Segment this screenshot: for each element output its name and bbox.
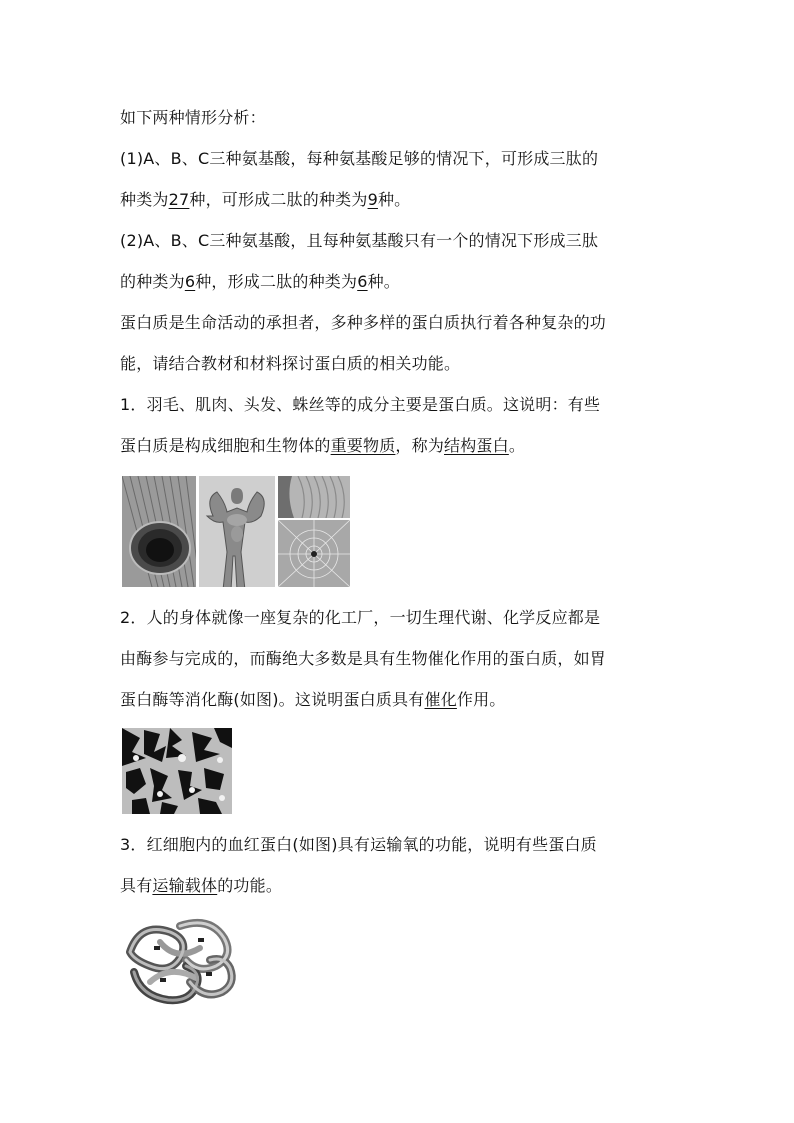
hair-image bbox=[278, 476, 350, 518]
hemoglobin-image bbox=[120, 912, 240, 1008]
item3-pre: 具有 bbox=[120, 876, 153, 895]
item2-pre: 蛋白酶等消化酶(如图)。这说明蛋白质具有 bbox=[120, 690, 425, 709]
case2-pre: 的种类为 bbox=[120, 272, 185, 291]
enzyme-image bbox=[122, 728, 232, 814]
item2-line3 bbox=[120, 690, 506, 710]
item3-line2 bbox=[120, 876, 282, 896]
case1-line2 bbox=[120, 190, 410, 210]
item2-answer: 催化 bbox=[424, 690, 457, 709]
item2-line1: 2．人的身体就像一座复杂的化工厂，一切生理代谢、化学反应都是 bbox=[120, 608, 601, 627]
para-line1: 蛋白质是生命活动的承担者，多种多样的蛋白质执行着各种复杂的功 bbox=[120, 313, 607, 332]
case2-tripeptide-answer: 6 bbox=[184, 272, 196, 291]
para-line2: 能，请结合教材和材料探讨蛋白质的相关功能。 bbox=[120, 354, 461, 373]
case1-mid: 种，可形成二肽的种类为 bbox=[189, 190, 368, 209]
case1-line1: (1)A、B、C三种氨基酸，每种氨基酸足够的情况下，可形成三肽的 bbox=[120, 149, 599, 168]
item1-answer-1: 重要物质 bbox=[330, 436, 396, 455]
case2-mid: 种，形成二肽的种类为 bbox=[195, 272, 358, 291]
item1-mid: ，称为 bbox=[395, 436, 445, 455]
item1-answer-2: 结构蛋白 bbox=[444, 436, 509, 455]
case1-pre: 种类为 bbox=[120, 190, 169, 209]
item3-line1: 3．红细胞内的血红蛋白(如图)具有运输氧的功能，说明有些蛋白质 bbox=[120, 835, 597, 854]
item2-line2: 由酶参与完成的，而酶绝大多数是具有生物催化作用的蛋白质，如胃 bbox=[120, 649, 607, 668]
item1-post: 。 bbox=[508, 436, 526, 455]
feather-image bbox=[122, 476, 196, 587]
intro-line: 如下两种情形分析： bbox=[120, 108, 266, 127]
item3-post: 的功能。 bbox=[217, 876, 283, 895]
muscle-image bbox=[199, 476, 275, 587]
spider-web-image bbox=[278, 520, 350, 587]
case2-dipeptide-answer: 6 bbox=[357, 272, 368, 291]
item1-line2 bbox=[120, 436, 525, 456]
case1-tripeptide-answer: 27 bbox=[168, 190, 190, 209]
item3-answer: 运输载体 bbox=[152, 876, 218, 895]
case2-post: 种。 bbox=[367, 272, 401, 291]
case2-line1: (2)A、B、C三种氨基酸，且每种氨基酸只有一个的情况下形成三肽 bbox=[120, 231, 599, 250]
item2-post: 作用。 bbox=[456, 690, 506, 709]
item1-pre: 蛋白质是构成细胞和生物体的 bbox=[120, 436, 331, 455]
case1-post: 种。 bbox=[377, 190, 411, 209]
case1-dipeptide-answer: 9 bbox=[367, 190, 378, 209]
item1-line1: 1．羽毛、肌肉、头发、蛛丝等的成分主要是蛋白质。这说明：有些 bbox=[120, 395, 601, 414]
case2-line2 bbox=[120, 272, 400, 292]
